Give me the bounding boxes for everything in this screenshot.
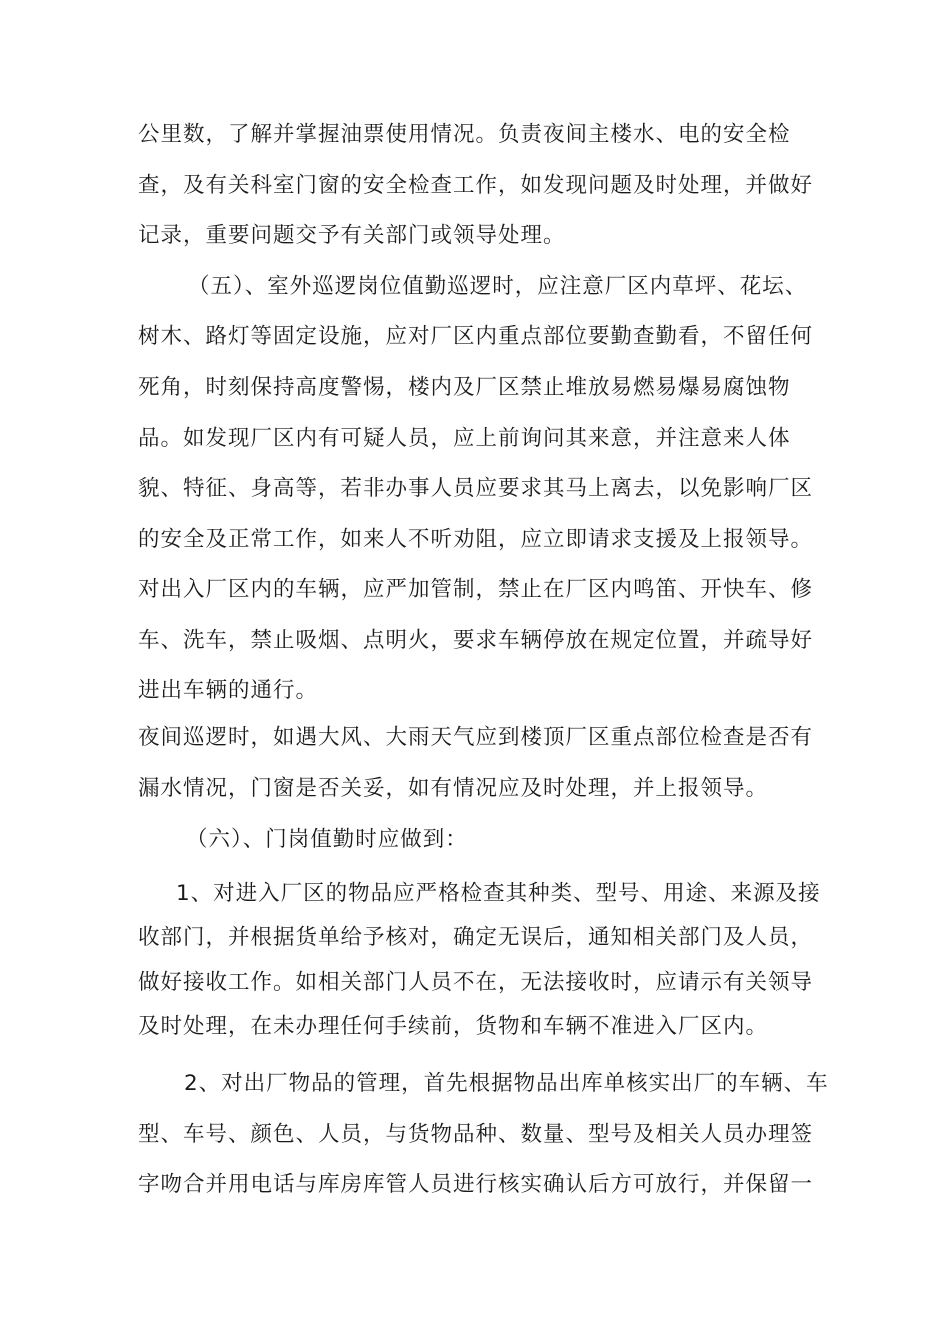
- text-line: 公里数，了解并掌握油票使用情况。负责夜间主楼水、电的安全检: [138, 122, 791, 147]
- text-line: 品。如发现厂区内有可疑人员，应上前询问其来意，并注意来人体: [138, 426, 791, 451]
- text-line: 的安全及正常工作，如来人不听劝阻，应立即请求支援及上报领导。: [138, 527, 814, 552]
- text-line: 漏水情况，门窗是否关妥，如有情况应及时处理，并上报领导。: [138, 776, 769, 801]
- text-line: 树木、路灯等固定设施，应对厂区内重点部位要勤查勤看，不留任何: [138, 324, 814, 349]
- text-line: 对出入厂区内的车辆，应严加管制，禁止在厂区内鸣笛、开快车、修: [138, 577, 814, 602]
- text-line: 记录，重要问题交予有关部门或领导处理。: [138, 223, 566, 248]
- text-line: 进出车辆的通行。: [138, 678, 319, 703]
- text-line: 车、洗车，禁止吸烟、点明火，要求车辆停放在规定位置，并疏导好: [138, 628, 814, 653]
- text-line-indented: （六）、门岗值勤时应做到：: [186, 827, 468, 852]
- text-line: 做好接收工作。如相关部门人员不在，无法接收时，应请示有关领导: [138, 970, 814, 995]
- text-line-indented: 1、对进入厂区的物品应严格检查其种类、型号、用途、来源及接: [176, 881, 821, 906]
- text-line: 型、车号、颜色、人员，与货物品种、数量、型号及相关人员办理签: [138, 1122, 814, 1147]
- text-line: 貌、特征、身高等，若非办事人员应要求其马上离去，以免影响厂区: [138, 476, 814, 501]
- text-line: 收部门，并根据货单给予核对，确定无误后，通知相关部门及人员，: [138, 925, 814, 950]
- text-line-indented: （五）、室外巡逻岗位值勤巡逻时，应注意厂区内草坪、花坛、: [188, 274, 808, 299]
- text-line: 夜间巡逻时，如遇大风、大雨天气应到楼顶厂区重点部位检查是否有: [138, 725, 814, 750]
- text-line-indented: 2、对出厂物品的管理，首先根据物品出库单核实出厂的车辆、车: [184, 1071, 829, 1096]
- text-line: 及时处理，在未办理任何手续前，货物和车辆不准进入厂区内。: [138, 1014, 769, 1039]
- text-line: 字吻合并用电话与库房库管人员进行核实确认后方可放行，并保留一: [138, 1172, 814, 1197]
- text-line: 查，及有关科室门窗的安全检查工作，如发现问题及时处理，并做好: [138, 173, 814, 198]
- text-line: 死角，时刻保持高度警惕，楼内及厂区禁止堆放易燃易爆易腐蚀物: [138, 375, 791, 400]
